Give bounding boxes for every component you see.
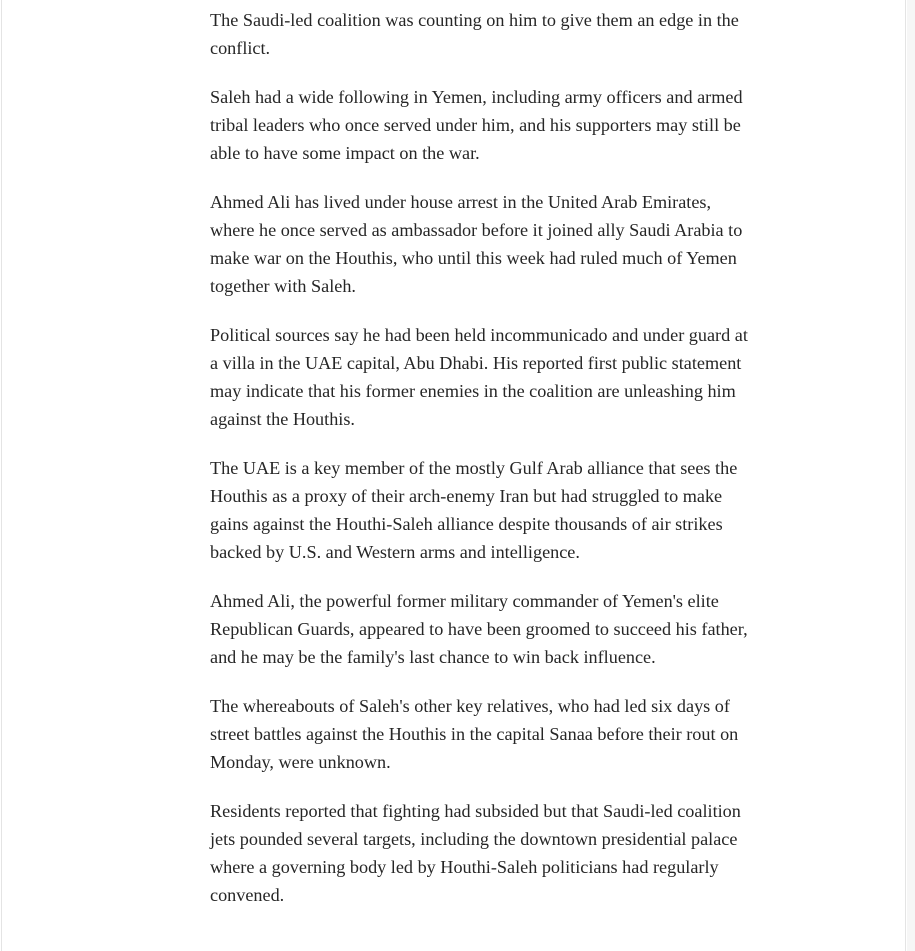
article-paragraph: Ahmed Ali has lived under house arrest in the United Arab Emirates, where he once served as ambassador before it joined ally Saudi Arabia to make war on the Houthis, who until this week had ruled much of Yemen together with Saleh. [210, 192, 743, 296]
article-paragraph: The Saudi-led coalition was counting on him to give them an edge in the conflict. [210, 10, 739, 58]
article-paragraph: Political sources say he had been held incommunicado and under guard at a villa in the UAE capital, Abu Dhabi. His reported first public statement may indicate that his former enemies in the coalition are unleashing him against the Houthis. [210, 325, 748, 429]
article-paragraph: Residents reported that fighting had subsided but that Saudi-led coalition jets pounded several targets, including the downtown presidential palace where a governing body led by Houthi-Saleh politicians had regularly convened. [210, 801, 741, 905]
scrollbar-track[interactable] [907, 0, 915, 951]
article-body [210, 6, 758, 930]
page-container [1, 0, 906, 951]
article-paragraph: The whereabouts of Saleh's other key relatives, who had led six days of street battles against the Houthis in the capital Sanaa before their rout on Monday, were unknown. [210, 696, 739, 772]
article-paragraph: Saleh had a wide following in Yemen, including army officers and armed tribal leaders who once served under him, and his supporters may still be able to have some impact on the war. [210, 87, 743, 163]
article-paragraph: Ahmed Ali, the powerful former military commander of Yemen's elite Republican Guards, appeared to have been groomed to succeed his father, and he may be the family's last chance to win back influence. [210, 591, 748, 667]
article-paragraph: The UAE is a key member of the mostly Gulf Arab alliance that sees the Houthis as a proxy of their arch-enemy Iran but had struggled to make gains against the Houthi-Saleh alliance despite thousands of air strikes backed by U.S. and Western arms and intelligence. [210, 458, 738, 562]
